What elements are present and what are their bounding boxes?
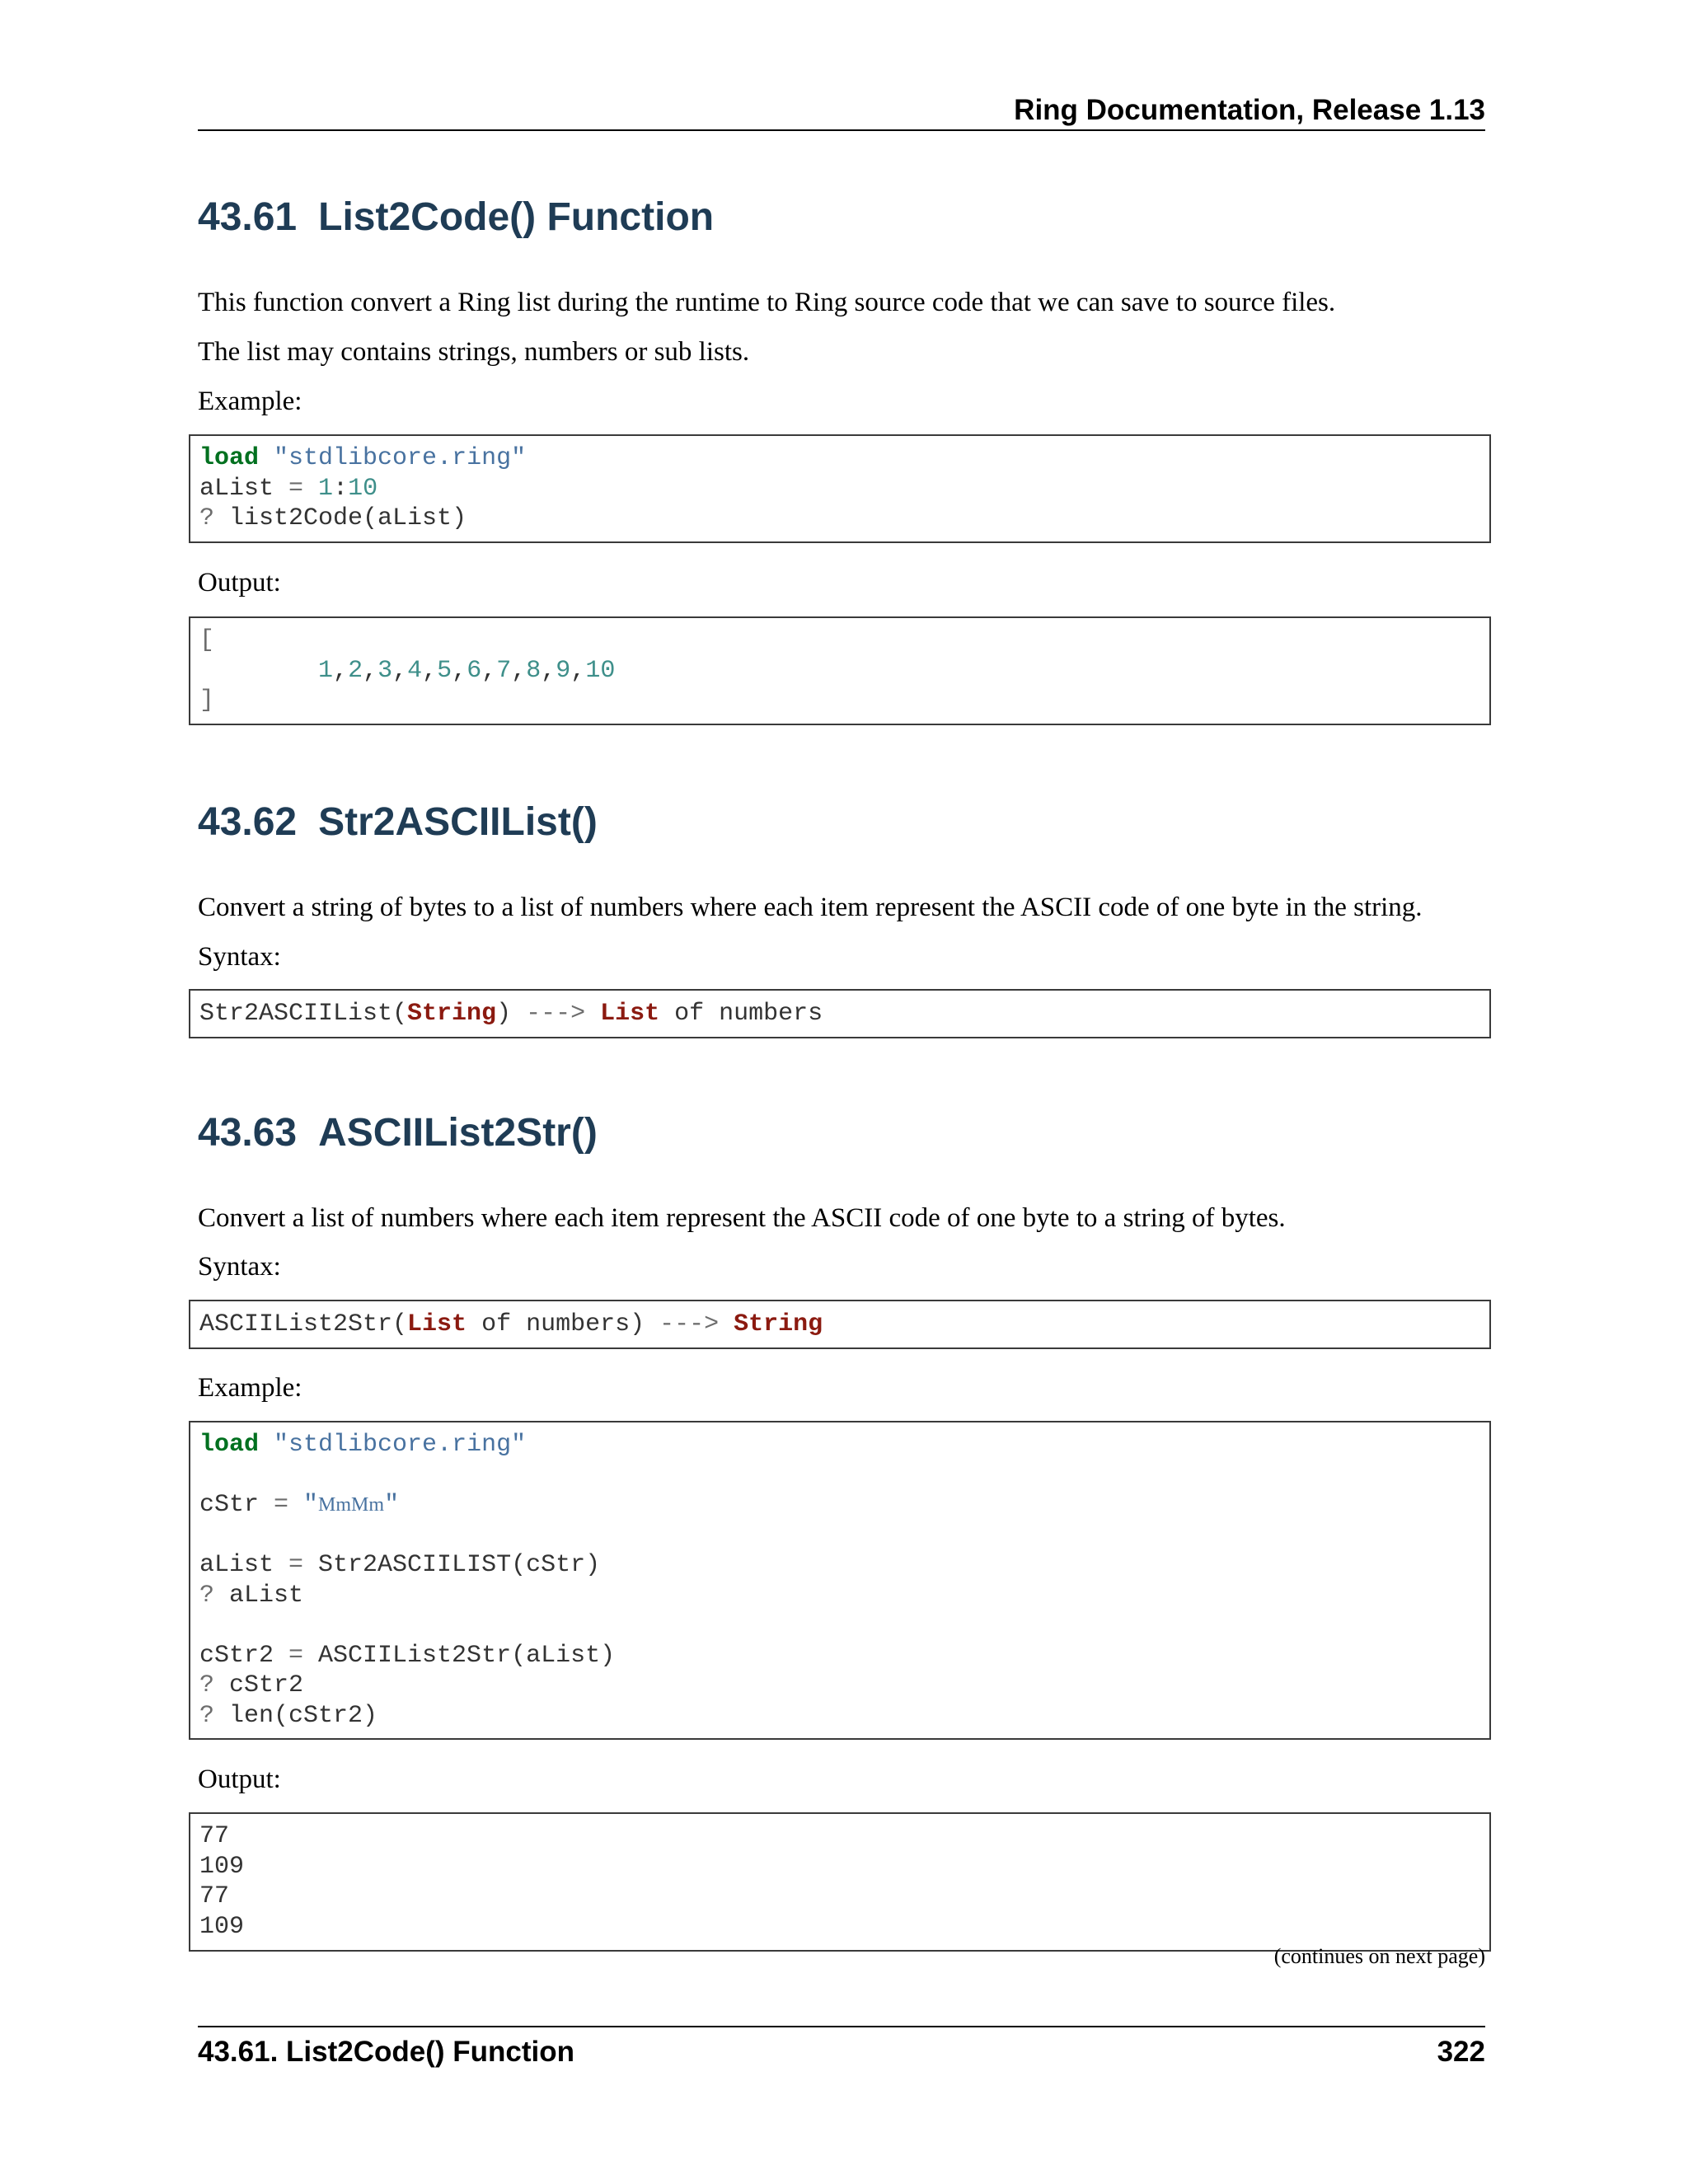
identifier: aList (199, 1551, 274, 1579)
code-block-example (189, 1421, 1491, 1740)
comma: , (422, 656, 438, 685)
bracket: [ (199, 626, 215, 654)
type-keyword: String (734, 1310, 823, 1338)
comma: , (392, 656, 408, 685)
code-text: list2Code(aList) (214, 504, 467, 532)
code-line (199, 1701, 1489, 1732)
code-line (199, 1490, 1489, 1521)
code-text: of numbers) (467, 1310, 645, 1338)
code-text: Str2ASCIILIST(cStr) (318, 1551, 601, 1579)
section-number: 43.62 (198, 800, 298, 844)
operator: ? (199, 1581, 215, 1610)
code-line-blank (199, 1521, 1489, 1551)
operator: = (274, 474, 319, 503)
identifier: aList (199, 474, 274, 503)
indent (199, 657, 318, 685)
comma: , (363, 656, 378, 685)
section-heading-43-61 (198, 193, 714, 242)
code-text: len(cStr2) (214, 1701, 378, 1730)
operator: = (259, 1491, 304, 1519)
comma: , (511, 656, 527, 685)
type-keyword: List (407, 1310, 467, 1338)
comma: , (541, 656, 556, 685)
code-block-syntax (189, 989, 1491, 1038)
code-line: 109 (199, 1852, 245, 1881)
code-block-output (189, 1812, 1491, 1952)
header-rule (198, 129, 1485, 131)
number-literal: 1 (318, 656, 334, 685)
footer-section-title: 43.61. List2Code() Function (198, 2036, 574, 2068)
operator: ? (199, 1671, 215, 1699)
operator: = (274, 1641, 319, 1670)
section-title: ASCIIList2Str() (318, 1111, 598, 1155)
keyword-load: load (199, 444, 260, 472)
number-literal: 7 (496, 656, 512, 685)
code-line (199, 504, 1489, 534)
code-line (199, 1581, 1489, 1611)
continues-note: (continues on next page) (1273, 1944, 1485, 1968)
paragraph: Convert a string of bytes to a list of numbers where each item represent the ASCII code of one byte in the string. (198, 893, 1423, 922)
code-line (199, 999, 1489, 1029)
code-text: ASCIIList2Str(aList) (318, 1641, 616, 1670)
number-literal: 5 (437, 656, 452, 685)
identifier: cStr2 (199, 1641, 274, 1670)
identifier: cStr (199, 1491, 260, 1519)
arrow: ---> (511, 1000, 601, 1028)
running-header: Ring Documentation, Release 1.13 (1014, 94, 1485, 126)
section-number: 43.61 (198, 195, 298, 239)
section-number: 43.63 (198, 1111, 298, 1155)
example-label: Example: (198, 1373, 302, 1403)
arrow: ---> (645, 1310, 734, 1338)
operator: ? (199, 504, 215, 532)
code-line-blank (199, 1460, 1489, 1491)
operator: : (333, 474, 349, 503)
type-keyword: String (407, 1000, 497, 1028)
type-keyword: List (600, 1000, 660, 1028)
string-quote: " (384, 1491, 400, 1519)
code-line (199, 626, 1489, 656)
code-line (199, 686, 1489, 716)
code-line (199, 1550, 1489, 1581)
string-literal: "stdlibcore.ring" (274, 444, 527, 472)
code-line (199, 1430, 1489, 1460)
number-literal: 6 (467, 656, 482, 685)
code-block-example (189, 434, 1491, 543)
code-text: ASCIIList2Str( (199, 1310, 408, 1338)
section-title: Str2ASCIIList() (318, 800, 598, 844)
code-line: 109 (199, 1912, 245, 1941)
comma: , (570, 656, 586, 685)
operator: ? (199, 1701, 215, 1730)
code-text: aList (214, 1581, 304, 1610)
number-literal: 8 (526, 656, 542, 685)
syntax-label: Syntax: (198, 942, 281, 972)
comma: , (333, 656, 349, 685)
section-heading-43-62 (198, 798, 598, 847)
code-line (199, 656, 1489, 687)
paragraph: The list may contains strings, numbers or sub lists. (198, 337, 750, 367)
code-block-output (189, 616, 1491, 725)
paragraph: Convert a list of numbers where each item represent the ASCII code of one byte to a string of bytes. (198, 1203, 1286, 1233)
string-literal: "stdlibcore.ring" (274, 1431, 527, 1459)
operator: = (274, 1551, 319, 1579)
comma: , (452, 656, 467, 685)
paragraph: This function convert a Ring list during the runtime to Ring source code that we can save to source files. (198, 288, 1336, 317)
code-line: 77 (199, 1822, 230, 1850)
output-label: Output: (198, 568, 281, 598)
example-label: Example: (198, 387, 302, 416)
section-title: List2Code() Function (318, 195, 715, 239)
code-line (199, 474, 1489, 504)
comma: , (481, 656, 497, 685)
code-line (199, 1641, 1489, 1671)
string-literal: MmMm (318, 1494, 385, 1516)
code-block-syntax (189, 1300, 1491, 1349)
code-line (199, 443, 1489, 474)
code-text: ) (496, 1000, 512, 1028)
number-literal: 2 (348, 656, 363, 685)
code-line-blank (199, 1610, 1489, 1641)
bracket: ] (199, 687, 215, 715)
code-text: cStr2 (214, 1671, 304, 1699)
code-text: of numbers (659, 1000, 823, 1028)
code-line (199, 1310, 1489, 1340)
code-text: Str2ASCIIList( (199, 1000, 408, 1028)
code-line (199, 1671, 1489, 1701)
number-literal: 10 (585, 656, 616, 685)
syntax-label: Syntax: (198, 1252, 281, 1282)
number-literal: 4 (407, 656, 423, 685)
page-number: 322 (1437, 2036, 1485, 2068)
code-line: 77 (199, 1882, 230, 1910)
output-label: Output: (198, 1765, 281, 1794)
number-literal: 3 (377, 656, 393, 685)
string-quote: " (303, 1491, 319, 1519)
footer-rule (198, 2026, 1485, 2027)
number-literal: 9 (556, 656, 571, 685)
number-literal: 1 (318, 474, 334, 503)
section-heading-43-63 (198, 1108, 598, 1158)
keyword-load: load (199, 1431, 260, 1459)
number-literal: 10 (348, 474, 378, 503)
